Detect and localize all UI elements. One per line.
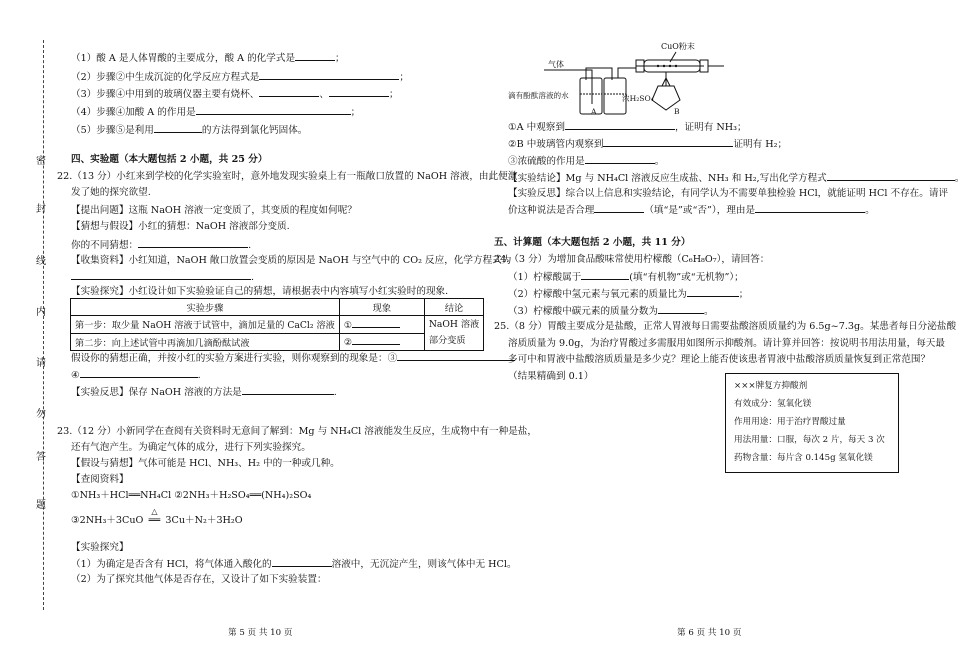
reaction-equation-3: ③2NH₃＋3CuO △ ══ 3Cu＋N₂＋3H₂O bbox=[71, 507, 243, 526]
answer-blank[interactable] bbox=[352, 335, 400, 345]
experiment-table bbox=[70, 298, 484, 351]
table-cell: 第二步：向上述试管中再滴加几滴酚酞试液 bbox=[71, 333, 340, 351]
table-header: 结论 bbox=[424, 299, 483, 316]
answer-blank[interactable] bbox=[272, 557, 332, 567]
seal-char: 封 bbox=[36, 204, 46, 215]
question-24-line: （3）柠檬酸中碳元素的质量分数为 。 bbox=[508, 306, 714, 317]
question-line: （4）步骤④加酸 A 的作用是 ； bbox=[71, 107, 361, 118]
question-line: （3）步骤④中用到的玻璃仪器主要有烧杯、 、 ； bbox=[71, 89, 399, 100]
table-header: 现象 bbox=[339, 299, 424, 316]
question-23-line: 【实验反思】综合以上信息和实验结论，有同学认为不需要单独检验 HCl，就能证明 HCl 不存在。请评 bbox=[508, 188, 949, 199]
answer-blank[interactable] bbox=[295, 51, 335, 61]
answer-blank[interactable] bbox=[565, 120, 675, 130]
question-22-line: 22.（13 分）小红来到学校的化学实验室时，意外地发现实验桌上有一瓶敞口放置的 NaOH 溶液，由此便激 bbox=[57, 171, 518, 182]
question-22-line: 【实验探究】小红设计如下实验验证自己的猜想，请根据表中内容填写小红实验时的现象. bbox=[71, 286, 449, 297]
question-25-line: （结果精确到 0.1） bbox=[508, 371, 594, 382]
table-cell: ① bbox=[339, 316, 424, 334]
question-line: （2）步骤②中生成沉淀的化学反应方程式是 ； bbox=[71, 72, 409, 83]
question-22-line: 【收集资料】小红知道，NaOH 敞口放置会变质的原因是 NaOH 与空气中的 CO₂ 反应，化学方程式为 bbox=[71, 255, 512, 266]
answer-blank[interactable] bbox=[755, 203, 865, 213]
seal-char: 请 bbox=[36, 358, 46, 369]
medicine-content: 药物含量：每片含 0.145g 氢氧化镁 bbox=[734, 453, 873, 463]
binding-dashed-line bbox=[43, 40, 44, 610]
seal-char: 线 bbox=[36, 256, 46, 267]
gas-label: 气体 bbox=[548, 60, 564, 69]
seal-char: 答 bbox=[36, 452, 46, 463]
section-heading: 五、计算题（本大题包括 2 小题，共 11 分） bbox=[494, 237, 691, 248]
table-cell-conclusion: NaOH 溶液 部分变质 bbox=[424, 316, 483, 351]
water-label: 滴有酚酞溶液的水 bbox=[508, 91, 569, 100]
question-line: （5）步骤⑤是利用 的方法得到氯化钙固体。 bbox=[71, 125, 308, 136]
question-25-line: 溶质质量为 9.0g，为治疗胃酸过多需服用如图所示抑酸剂。请计算并回答：按说明书用法用量，每天最 bbox=[508, 338, 945, 349]
answer-blank[interactable] bbox=[603, 137, 733, 147]
label-b: B bbox=[674, 107, 680, 116]
question-24-line: （1）柠檬酸属于 (填“有机物”或“无机物”）； bbox=[508, 272, 744, 283]
answer-blank[interactable] bbox=[259, 70, 399, 80]
acid-label: 浓H₂SO₄ bbox=[622, 94, 654, 103]
label-a: A bbox=[591, 107, 597, 116]
answer-blank[interactable] bbox=[329, 87, 389, 97]
question-22-line: 【提出问题】这瓶 NaOH 溶液一定变质了，其变质的程度如何呢？ bbox=[71, 205, 357, 216]
medicine-title: ×××牌复方抑酸剂 bbox=[734, 381, 808, 391]
question-22-line: 【实验反思】保存 NaOH 溶液的方法是 . bbox=[71, 387, 337, 398]
question-23-line: ①A 中观察到 ，证明有 NH₃； bbox=[508, 122, 747, 133]
question-23-line: （1）为确定是否含有 HCl，将气体通入酸化的 溶液中，无沉淀产生，则该气体中无 HCl。 bbox=[71, 559, 517, 570]
question-line: （1）酸 A 是人体胃酸的主要成分，酸 A 的化学式是 ； bbox=[71, 53, 345, 64]
question-22-line: 假设你的猜想正确，并按小红的实验方案进行实验，则你观察到的现象是：③ bbox=[71, 351, 515, 365]
cuo-label: CuO粉末 bbox=[661, 42, 695, 51]
answer-blank[interactable] bbox=[154, 123, 202, 133]
question-23-line: ②B 中玻璃管内观察到 证明有 H₂； bbox=[508, 139, 788, 150]
medicine-ingredient: 有效成分：氢氧化镁 bbox=[734, 399, 812, 409]
question-23-line: （2）为了探究其他气体是否存在，又设计了如下实验装置： bbox=[71, 574, 327, 585]
answer-blank[interactable] bbox=[827, 171, 955, 181]
question-25-line: 25.（8 分）胃酸主要成分是盐酸，正常人胃液每日需要盐酸溶质质量约为 6.5g~7.3g。某患者每日分泌盐酸 bbox=[494, 321, 957, 332]
answer-blank[interactable] bbox=[397, 351, 515, 361]
table-header: 实验步骤 bbox=[71, 299, 340, 316]
medicine-dosage: 用法用量：口服，每次 2 片，每天 3 次 bbox=[734, 435, 885, 445]
answer-blank[interactable] bbox=[196, 105, 351, 115]
section-heading: 四、实验题（本大题包括 2 小题，共 25 分） bbox=[71, 154, 268, 165]
seal-char: 勿 bbox=[36, 409, 46, 420]
answer-blank[interactable] bbox=[242, 385, 334, 395]
answer-blank[interactable] bbox=[352, 318, 400, 328]
question-22-line: ④ . bbox=[71, 370, 201, 381]
question-23-line: 23.（12 分）小新同学在查阅有关资料时无意间了解到：Mg 与 NH₄Cl 溶液能发生反应，生成物中有一种是盐， bbox=[57, 426, 537, 437]
table-cell: ② bbox=[339, 333, 424, 351]
answer-blank[interactable] bbox=[658, 304, 704, 314]
page-footer: 第 5 页 共 10 页 bbox=[228, 628, 293, 638]
answer-blank[interactable] bbox=[259, 87, 319, 97]
seal-char: 内 bbox=[36, 307, 46, 318]
question-23-line: ③浓硫酸的作用是 。 bbox=[508, 156, 665, 167]
question-22-line: 发了她的探究欲望. bbox=[71, 187, 151, 198]
page-footer: 第 6 页 共 10 页 bbox=[677, 628, 742, 638]
question-23-line: 【实验结论】Mg 与 NH₄Cl 溶液反应生成盐、NH₃ 和 H₂,写出化学方程式 。 bbox=[508, 173, 964, 184]
question-22-line: 你的不同猜想： . bbox=[71, 240, 252, 251]
answer-blank[interactable] bbox=[80, 368, 198, 378]
question-22-line: . bbox=[71, 270, 254, 284]
question-25-line: 多可中和胃液中盐酸溶质质量是多少克？理论上能否使该患者胃液中盐酸溶质质量恢复到正常范围？ bbox=[508, 354, 931, 365]
reaction-equations: ①NH₃＋HCl══NH₄Cl ②2NH₃＋H₂SO₄══(NH₄)₂SO₄ bbox=[71, 490, 312, 501]
question-23-line: 【查阅资料】 bbox=[71, 474, 129, 485]
question-22-line: 【猜想与假设】小红的猜想：NaOH 溶液部分变质. bbox=[71, 221, 290, 232]
answer-blank[interactable] bbox=[687, 287, 739, 297]
answer-blank[interactable] bbox=[585, 154, 655, 164]
seal-char: 密 bbox=[36, 156, 46, 167]
medicine-usage: 作用用途：用于治疗胃酸过量 bbox=[734, 417, 846, 427]
answer-blank[interactable] bbox=[138, 238, 248, 248]
answer-blank[interactable] bbox=[594, 203, 644, 213]
answer-blank[interactable] bbox=[71, 270, 251, 280]
table-cell: 第一步：取少量 NaOH 溶液于试管中，滴加足量的 CaCl₂ 溶液 bbox=[71, 316, 340, 334]
question-23-line: 还有气泡产生。为确定气体的成分，进行下列实验探究。 bbox=[71, 442, 311, 453]
question-24-line: 24.（3 分）为增加食品酸味常使用柠檬酸（C₆H₈O₇），请回答： bbox=[494, 254, 770, 265]
question-23-line: 【假设与猜想】气体可能是 HCl、NH₃、H₂ 中的一种或几种。 bbox=[71, 458, 340, 469]
question-23-line: 【实验探究】 bbox=[71, 542, 129, 553]
medicine-label-box bbox=[725, 373, 899, 473]
question-23-line: 价这种说法是否合理 （填“是”或“否”），理由是 。 bbox=[508, 205, 875, 216]
answer-blank[interactable] bbox=[581, 270, 629, 280]
question-24-line: （2）柠檬酸中氢元素与氧元素的质量比为 ； bbox=[508, 289, 749, 300]
heat-symbol: △ bbox=[151, 507, 158, 516]
seal-char: 题 bbox=[36, 500, 46, 511]
